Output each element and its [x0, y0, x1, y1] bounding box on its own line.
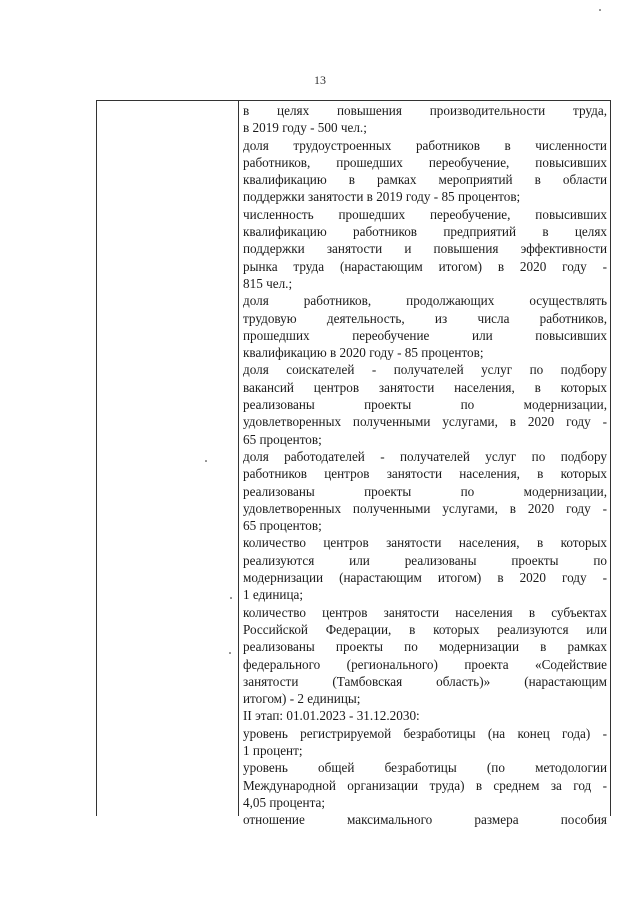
text-line: доля работодателей - получателей услуг по подбору	[243, 448, 607, 464]
text-line: федерального (регионального) проекта «Содействие	[243, 656, 607, 672]
document-table	[96, 100, 611, 828]
text-line: II этап: 01.01.2023 - 31.12.2030:	[243, 708, 420, 724]
text-line: отношение максимального размера пособия	[243, 812, 607, 828]
text-line: трудовую деятельность, из числа работников,	[243, 310, 607, 326]
text-line: уровень регистрируемой безработицы (на конец года) -	[243, 725, 607, 741]
table-right-column	[243, 102, 607, 828]
text-line: реализуются или реализованы проекты по	[243, 552, 607, 568]
text-line: 65 процентов;	[243, 431, 322, 447]
text-line: итогом) - 2 единицы;	[243, 691, 361, 707]
text-line: 65 процентов;	[243, 518, 322, 534]
text-line: доля работников, продолжающих осуществлять	[243, 293, 607, 309]
scan-speck	[599, 9, 601, 11]
text-line: удовлетворенных полученными услугами, в 2020 году -	[243, 414, 607, 430]
text-line: занятости (Тамбовская область)» (нарастающим	[243, 673, 607, 689]
text-line: квалификацию в рамках мероприятий в области	[243, 172, 607, 188]
text-line: рынка труда (нарастающим итогом) в 2020 году -	[243, 258, 607, 274]
text-line: квалификацию в 2020 году - 85 процентов;	[243, 345, 484, 361]
text-line: численность прошедших переобучение, повысивших	[243, 206, 607, 222]
text-line: 815 чел.;	[243, 275, 293, 291]
text-line: вакансий центров занятости населения, в которых	[243, 379, 607, 395]
text-line: работников, прошедших переобучение, повысивших	[243, 154, 607, 170]
text-line: прошедших переобучение или повысивших	[243, 327, 607, 343]
text-line: реализованы проекты по модернизации,	[243, 483, 607, 499]
text-line: работников центров занятости населения, в которых	[243, 466, 607, 482]
text-line: доля трудоустроенных работников в численности	[243, 137, 607, 153]
text-line: в 2019 году - 500 чел.;	[243, 120, 367, 136]
text-line: уровень общей безработицы (по методологии	[243, 760, 607, 776]
text-line: 4,05 процента;	[243, 794, 326, 810]
text-line: количество центров занятости населения, в которых	[243, 535, 607, 551]
text-line: реализованы проекты по модернизации,	[243, 397, 607, 413]
text-line: Международной организации труда) в среднем за год -	[243, 777, 607, 793]
text-line: удовлетворенных полученными услугами, в 2020 году -	[243, 500, 607, 516]
text-line: 1 процент;	[243, 742, 303, 758]
text-line: квалификацию работников предприятий в целях	[243, 224, 607, 240]
text-line: доля соискателей - получателей услуг по подбору	[243, 362, 607, 378]
table-left-column	[97, 101, 239, 816]
text-line: поддержки занятости и повышения эффективности	[243, 241, 607, 257]
text-line: реализованы проекты по модернизации в рамках	[243, 639, 607, 655]
text-line: Российской Федерации, в которых реализуются или	[243, 621, 607, 637]
text-line: поддержки занятости в 2019 году - 85 процентов;	[243, 189, 521, 205]
text-line: количество центров занятости населения в субъектах	[243, 604, 607, 620]
text-line: модернизации (нарастающим итогом) в 2020 году -	[243, 570, 607, 586]
text-line: 1 единица;	[243, 587, 304, 603]
page-number: 13	[314, 73, 326, 87]
text-line: в целях повышения производительности труда,	[243, 103, 607, 118]
